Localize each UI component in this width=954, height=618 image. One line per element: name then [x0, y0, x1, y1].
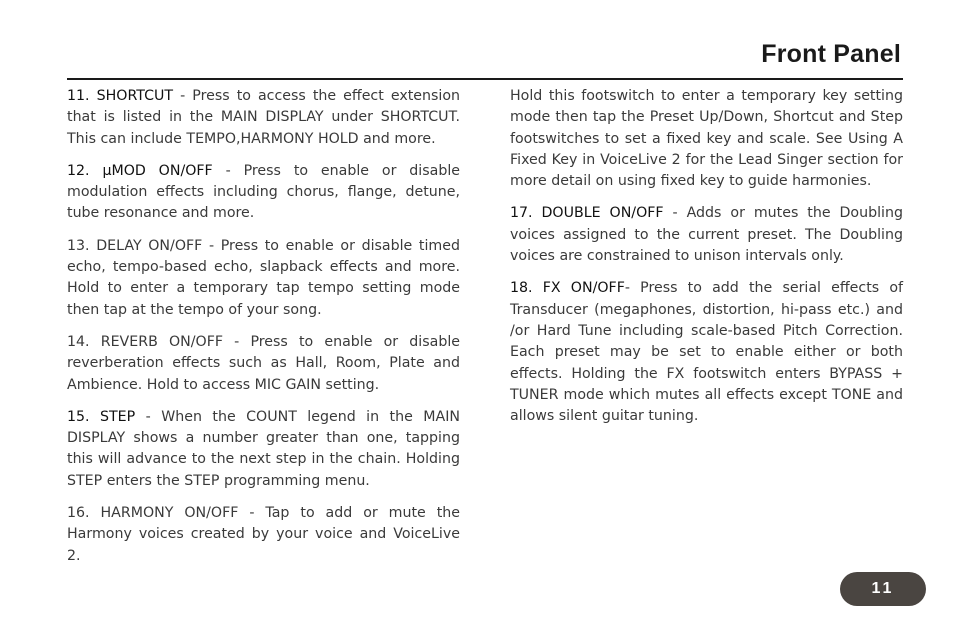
item-body: 13. DELAY ON/OFF - Press to enable or disable timed echo, tempo-based echo, slapback effects and more. Hold to enter a temporary tap tempo setting mode then tap at the tempo of your song.: [67, 237, 460, 318]
left-column: [67, 86, 460, 578]
paragraph-double: [510, 203, 903, 267]
paragraph-harmony: [67, 503, 460, 567]
item-heading: 17. DOUBLE ON/OFF: [510, 205, 664, 222]
item-heading: 18. FX ON/OFF: [510, 280, 625, 297]
paragraph-fx: [510, 278, 903, 427]
page-title: Front Panel: [761, 40, 901, 68]
item-body: - Press to access the effect extension that is listed in the MAIN DISPLAY under SHORTCUT. This can include TEMPO,HARMONY HOLD and more.: [67, 88, 460, 147]
item-heading: 12. μMOD ON/OFF: [67, 162, 213, 179]
item-body: Hold this footswitch to enter a temporary key setting mode then tap the Preset Up/Down, Shortcut and Step footswitches to set a fixed key and scale. See Using A Fixed Key in VoiceLive 2 for the Lead Singer section for more detail on using fixed key to guide harmonies.: [510, 88, 903, 190]
item-body: - Adds or mutes the Doubling voices assigned to the current preset. The Doubling voices are constrained to unison intervals only.: [510, 205, 903, 265]
item-body: 16. HARMONY ON/OFF - Tap to add or mute the Harmony voices created by your voice and VoiceLive 2.: [67, 505, 460, 564]
page-number: 11: [871, 580, 895, 597]
paragraph-harmony-continued: [510, 86, 903, 192]
item-heading: 15. STEP: [67, 408, 136, 425]
item-body: - Press to enable or disable modulation effects including chorus, flange, detune, tube resonance and more.: [67, 162, 460, 222]
header-rule: [67, 78, 903, 80]
item-heading: 11. SHORTCUT: [67, 88, 174, 104]
paragraph-reverb: [67, 332, 460, 396]
paragraph-shortcut: [67, 86, 460, 150]
page-number-badge: [840, 572, 926, 606]
paragraph-step: [67, 407, 460, 492]
right-column: [510, 86, 903, 438]
item-body: - When the COUNT legend in the MAIN DISPLAY shows a number greater than one, tapping this will advance to the next step in the chain. Holding STEP enters the STEP programming menu.: [67, 408, 460, 489]
paragraph-mod: [67, 161, 460, 225]
item-body: - Press to add the serial effects of Transducer (megaphones, distortion, hi-pass etc.) and /or Hard Tune including scale-based Pitch Correction. Each preset may be set to enable either or both effects. Holding the FX footswitch enters BYPASS + TUNER mode which mutes all effects except TONE and allows silent guitar tuning.: [510, 280, 904, 425]
paragraph-delay: [67, 236, 460, 321]
item-body: 14. REVERB ON/OFF - Press to enable or disable reverberation effects such as Hall, Room, Plate and Ambience. Hold to access MIC GAIN setting.: [67, 333, 460, 393]
